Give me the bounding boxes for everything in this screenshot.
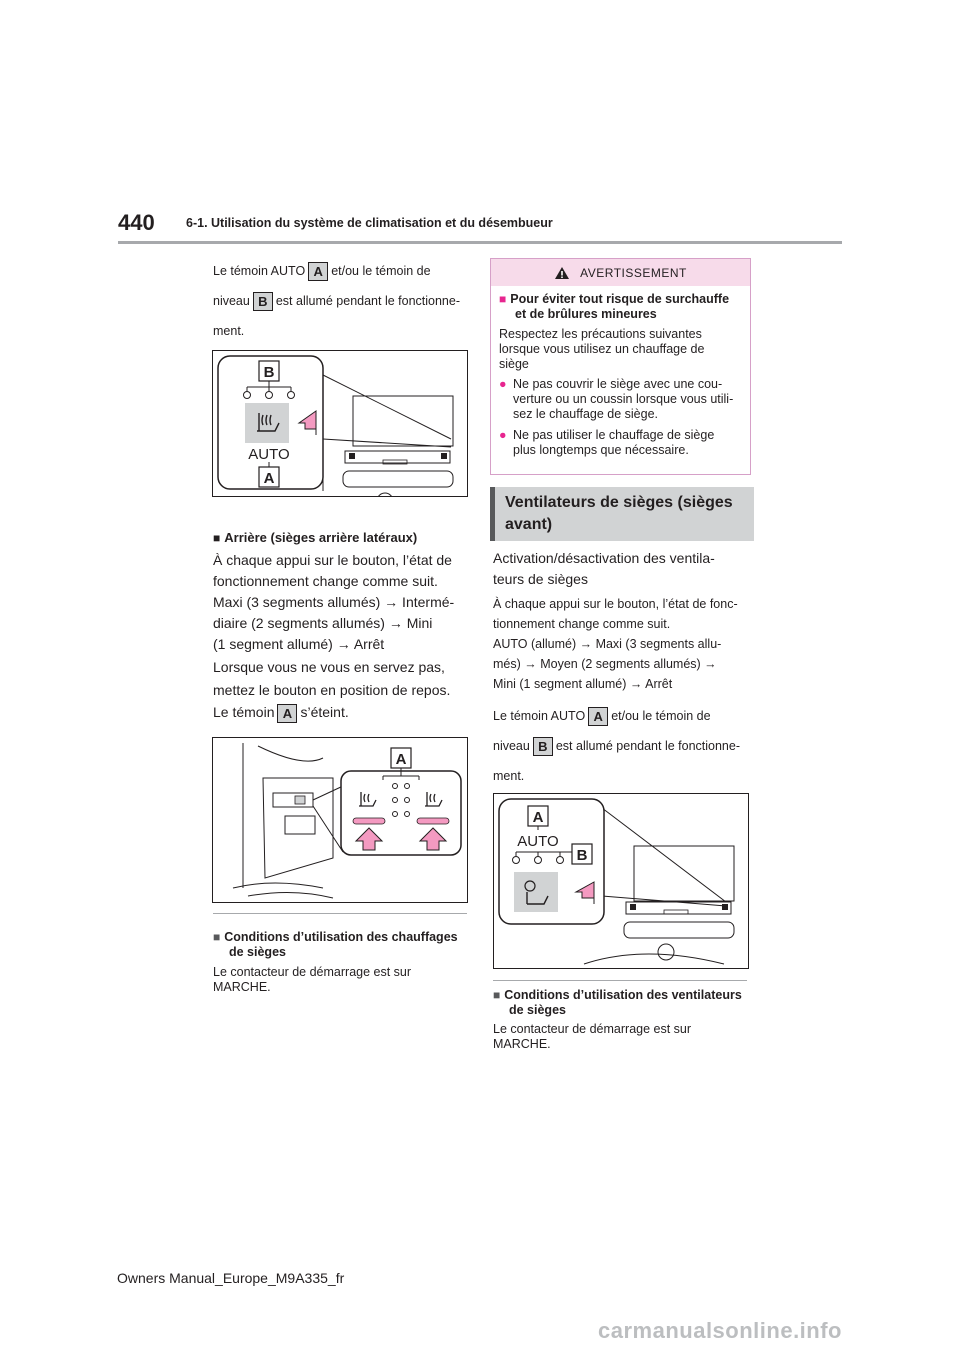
fig2-label-a: A [395,751,407,768]
label-box-a-off: A [277,704,297,723]
warning-bullet-2: ● Ne pas utiliser le chauffage de siège plus longtemps que nécessaire. [499,428,715,457]
paragraph-indicator-2: Le témoin AUTO A et/ou le témoin de niveau B est allumé pendant le fonctionne- ment. [493,709,740,783]
fig3-label-b: B [576,847,588,864]
fig1-label-a: A [263,470,275,487]
rear-description: À chaque appui sur le bouton, l’état de fonctionnement change comme suit. Maxi (3 segments allumés) → Intermé- diaire (2 segments allumés) → Mini (1 segment allumé) → Arrêt [213,552,455,652]
divider [493,980,747,981]
fig3-label-a: A [532,809,544,826]
figure-front-heater [212,350,468,497]
figure-front-ventilation [493,793,749,969]
figure-rear-heater [212,737,468,903]
label-box-a: A [308,262,328,281]
page-number: 440 [118,210,155,235]
ventilation-subheading: Activation/désactivation des ventila- teurs de sièges [493,550,715,587]
fig1-label-b: B [263,364,275,381]
footer-manual-id: Owners Manual_Europe_M9A335_fr [117,1270,345,1286]
header-rule [118,241,842,244]
warning-icon [554,266,570,280]
divider [213,913,467,914]
label-box-a: A [588,707,608,726]
chapter-title: 6-1. Utilisation du système de climatisation et du désembueur [186,216,553,230]
label-box-b: B [533,737,553,756]
rest-description: Lorsque vous ne vous en servez pas, mettez le bouton en position de repos. [213,659,451,698]
indicator-off-text: Le témoin A s’éteint. [213,704,349,721]
label-box-b: B [253,292,273,311]
ventilation-conditions-heading: ■ Conditions d’utilisation des ventilateurs de sièges [493,988,742,1017]
warning-intro: Respectez les précautions suivantes lorsque vous utilisez un chauffage de siège [499,327,705,371]
ventilation-conditions-text: Le contacteur de démarrage est sur MARCHE. [493,1022,692,1051]
ventilation-description: À chaque appui sur le bouton, l’état de fonc- tionnement change comme suit. AUTO (allumé) → Maxi (3 segments allu- més) → Moyen (2 segments allumés) → Mini (1 segment allumé) → Arrêt [493,597,738,691]
heater-conditions-text: Le contacteur de démarrage est sur MARCHE. [213,965,412,994]
fig3-auto: AUTO [517,833,559,850]
warning-box [490,258,751,475]
warning-header: AVERTISSEMENT [491,259,750,286]
warning-bullet-1: ● Ne pas couvrir le siège avec une cou- verture ou un coussin lorsque vous utili- sez le chauffage de siège. [499,377,734,421]
rear-heading: ■ Arrière (sièges arrière latéraux) [213,530,418,545]
section-heading-ventilation: Ventilateurs de sièges (sièges avant) [490,487,754,541]
fig1-auto: AUTO [248,446,290,463]
watermark: carmanualsonline.info [598,1318,842,1343]
warning-subheading: ■ Pour éviter tout risque de surchauffe et de brûlures mineures [499,292,730,321]
paragraph-indicator-1: Le témoin AUTO A et/ou le témoin de niveau B est allumé pendant le fonctionne- ment. [213,264,460,338]
heater-conditions-heading: ■ Conditions d’utilisation des chauffages de sièges [213,930,458,959]
